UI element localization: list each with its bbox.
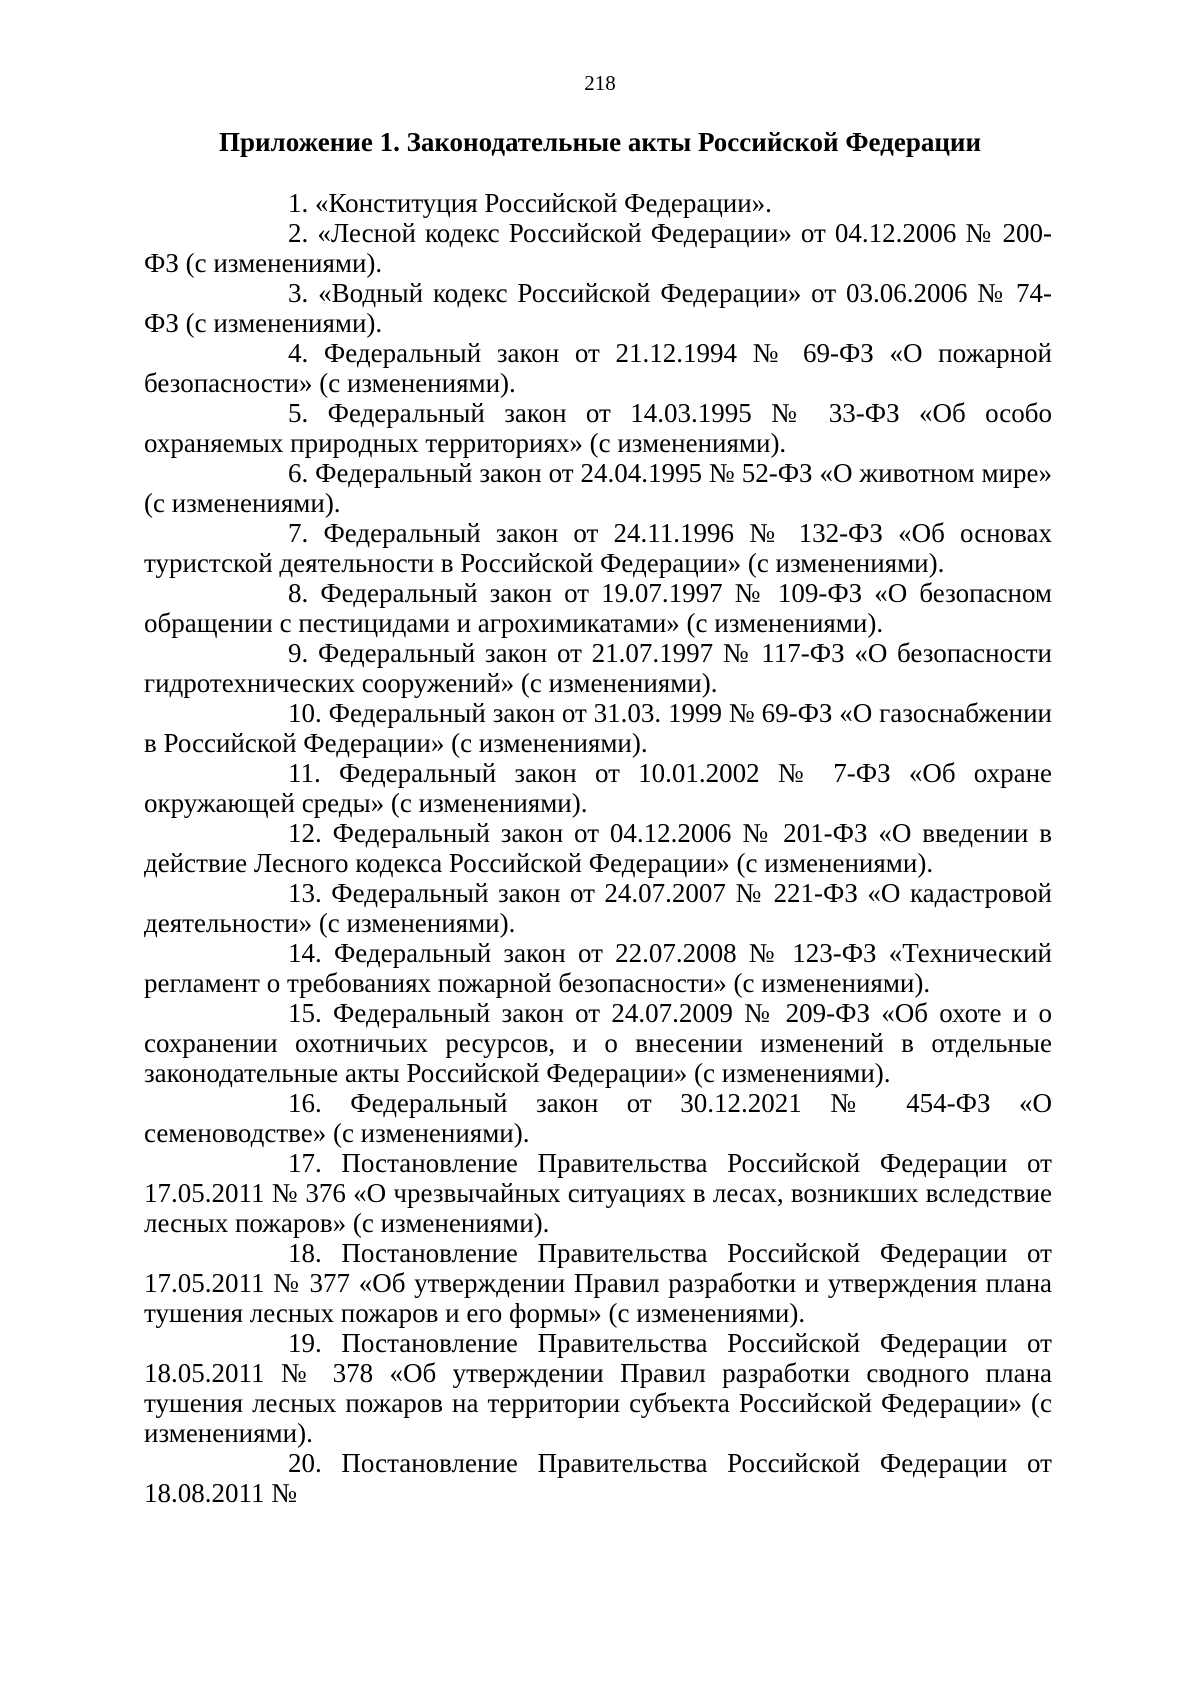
list-item [144,878,1052,938]
list-item-number: 19. [288,1328,322,1358]
list-item [144,518,1052,578]
list-item-text: Федеральный закон от 10.01.2002 № 7-ФЗ «Об охране окружающей среды» (с изменениями). [144,758,1053,818]
list-item-number: 10. [288,698,322,728]
list-item-text: Постановление Правительства Российской Федерации от 17.05.2011 № 377 «Об утверждении Правил разработки и утверждения плана тушения лесных пожаров и его формы» (с изменениями). [144,1238,1052,1328]
list-item [144,398,1052,458]
list-item-number: 5. [288,398,309,428]
list-item-text: Федеральный закон от 22.07.2008 № 123-ФЗ «Технический регламент о требованиях пожарной безопасности» (с изменениями). [144,938,1053,998]
list-item [144,938,1052,998]
list-item [144,458,1052,518]
list-item-text: Федеральный закон от 21.12.1994 № 69-ФЗ «О пожарной безопасности» (с изменениями). [144,338,1052,398]
list-item-text: Федеральный закон от 21.07.1997 № 117-ФЗ «О безопасности гидротехнических сооружений» (с изменениями). [144,638,1052,698]
list-item-number: 15. [288,998,322,1028]
list-item-text: «Конституция Российской Федерации». [315,188,772,218]
page-title: Приложение 1. Законодательные акты Российской Федерации [218,127,982,157]
list-item-text: Федеральный закон от 19.07.1997 № 109-ФЗ «О безопасном обращении с пестицидами и агрохимикатами» (с изменениями). [144,578,1053,638]
list-item-text: Федеральный закон от 24.11.1996 № 132-ФЗ «Об основах туристской деятельности в Российской Федерации» (с изменениями). [144,518,1053,578]
page-number: 218 [584,71,616,95]
list-item-text: Федеральный закон от 30.12.2021 № 454-ФЗ «О семеноводстве» (с изменениями). [144,1088,1052,1148]
list-item [144,578,1052,638]
list-item-text: Федеральный закон от 31.03. 1999 № 69-ФЗ «О газоснабжении в Российской Федерации» (с изменениями). [144,698,1052,758]
list-item-number: 16. [288,1088,322,1118]
list-item-text: Федеральный закон от 24.07.2009 № 209-ФЗ «Об охоте и о сохранении охотничьих ресурсов, и о внесении изменений в отдельные законодательные акты Российской Федерации» (с изменениями). [144,998,1053,1088]
list-item [144,1148,1052,1238]
list-item-number: 17. [288,1148,322,1178]
list-item-number: 7. [288,518,309,548]
list-item [144,1238,1052,1328]
list-item-number: 13. [288,878,322,908]
list-item-number: 9. [288,638,309,668]
list-item-text: Постановление Правительства Российской Федерации от 17.05.2011 № 376 «О чрезвычайных ситуациях в лесах, возникших вследствие лесных пожаров» (с изменениями). [144,1148,1052,1238]
list-item [144,218,1052,278]
list-item-number: 2. [288,218,309,248]
list-item-text: «Лесной кодекс Российской Федерации» от 04.12.2006 № 200-ФЗ (с изменениями). [144,218,1053,278]
list-item-number: 14. [288,938,322,968]
list-item [144,278,1052,338]
list-item-text: Федеральный закон от 04.12.2006 № 201-ФЗ «О введении в действие Лесного кодекса Российской Федерации» (с изменениями). [144,818,1053,878]
list-item-text: Федеральный закон от 24.07.2007 № 221-ФЗ «О кадастровой деятельности» (с изменениями). [144,878,1053,938]
list-item [144,1088,1052,1148]
list-item [144,188,1052,218]
list-item-number: 6. [288,458,309,488]
list-item-number: 12. [288,818,322,848]
legislation-list [144,188,1052,1508]
list-item [144,1328,1052,1448]
list-item-number: 18. [288,1238,322,1268]
list-item [144,758,1052,818]
list-item-number: 8. [288,578,309,608]
list-item-number: 1. [288,188,309,218]
list-item-text: Постановление Правительства Российской Федерации от 18.05.2011 № 378 «Об утверждении Правил разработки сводного плана тушения лесных пожаров на территории субъекта Российской Федерации» (с изменениями). [144,1328,1052,1448]
list-item [144,338,1052,398]
list-item-text: «Водный кодекс Российской Федерации» от 03.06.2006 № 74-ФЗ (с изменениями). [144,278,1052,338]
list-item-number: 11. [288,758,321,788]
list-item [144,1448,1052,1508]
list-item [144,818,1052,878]
list-item-number: 3. [288,278,309,308]
list-item-text: Федеральный закон от 24.04.1995 № 52-ФЗ «О животном мире» (с изменениями). [144,458,1052,518]
list-item-text: Постановление Правительства Российской Федерации от 18.08.2011 № [144,1448,1052,1508]
list-item [144,998,1052,1088]
list-item-text: Федеральный закон от 14.03.1995 № 33-ФЗ «Об особо охраняемых природных территориях» (с изменениями). [144,398,1052,458]
list-item-number: 20. [288,1448,322,1478]
list-item [144,698,1052,758]
list-item-number: 4. [288,338,309,368]
list-item [144,638,1052,698]
